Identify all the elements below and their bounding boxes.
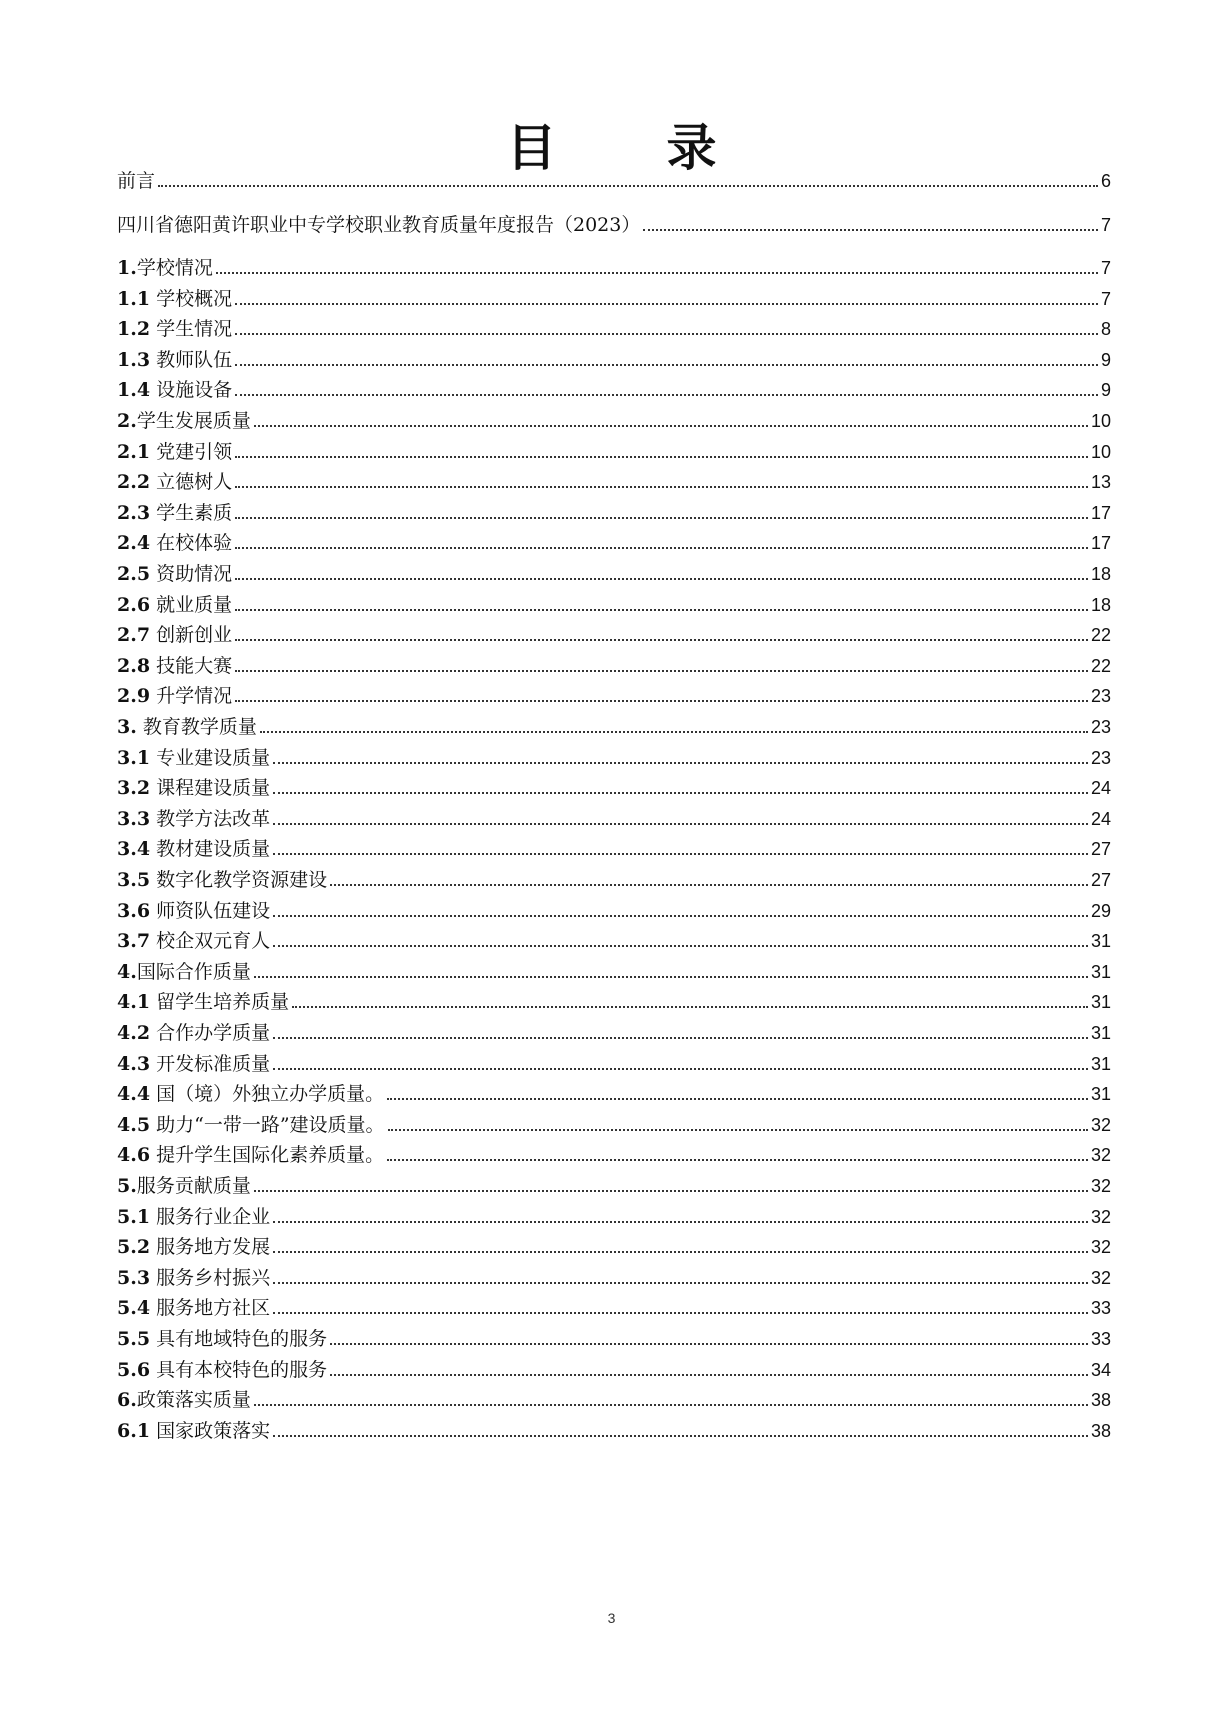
toc-leader-dots [273, 792, 1088, 794]
toc-entry-text: 国（境）外独立办学质量。 [150, 1083, 385, 1105]
toc-entry-label [117, 169, 155, 193]
toc-entry-text: 政策落实质量 [136, 1389, 251, 1411]
toc-entry-text: 服务地方发展 [150, 1236, 271, 1258]
toc-entry-number: 4.3 [117, 1053, 151, 1075]
toc-leader-dots [235, 578, 1088, 580]
toc-entry-label [117, 348, 232, 372]
toc-entry-page: 23 [1090, 748, 1111, 768]
toc-entry[interactable] [117, 650, 1111, 678]
toc-entry-text: 合作办学质量 [150, 1022, 271, 1044]
toc-leader-dots [254, 1190, 1088, 1192]
toc-entry-page: 31 [1090, 1084, 1111, 1104]
toc-entry[interactable] [117, 497, 1111, 525]
toc-entry[interactable] [117, 558, 1111, 586]
toc-entry-page: 27 [1090, 839, 1111, 859]
toc-entry-text: 国际合作质量 [136, 961, 251, 983]
toc-leader-dots [216, 272, 1098, 274]
toc-entry-page: 7 [1100, 258, 1111, 278]
toc-entry[interactable] [117, 1078, 1111, 1106]
toc-entry-page: 32 [1090, 1145, 1111, 1165]
toc-entry-number: 5. [117, 1175, 137, 1197]
toc-entry-label [117, 378, 232, 402]
toc-entry-page: 23 [1090, 686, 1111, 706]
toc-entry-page: 32 [1090, 1237, 1111, 1257]
toc-entry-number: 2.3 [117, 502, 151, 524]
toc-leader-dots [273, 1037, 1088, 1039]
toc-entry-number: 1.1 [117, 288, 151, 310]
toc-entry-number: 2.7 [117, 624, 151, 646]
toc-entry-number: 1.4 [117, 379, 151, 401]
toc-entry-page: 33 [1090, 1298, 1111, 1318]
toc-entry-text: 具有地域特色的服务 [150, 1328, 328, 1350]
toc-leader-dots [388, 1129, 1088, 1131]
toc-entry-text: 前言 [117, 170, 156, 192]
toc-entry-label [117, 807, 270, 831]
toc-entry-page: 17 [1090, 503, 1111, 523]
toc-entry-page: 7 [1100, 215, 1111, 235]
toc-entry[interactable] [117, 1384, 1111, 1412]
toc-entry-page: 31 [1090, 992, 1111, 1012]
toc-entry-number: 5.1 [117, 1206, 151, 1228]
toc-entry-number: 5.2 [117, 1236, 151, 1258]
toc-entry-page: 31 [1090, 1054, 1111, 1074]
toc-entry-label [117, 684, 232, 708]
toc-entry[interactable] [117, 956, 1111, 984]
title-char-right: 录 [666, 118, 717, 177]
toc-entry-label [117, 960, 251, 984]
toc-leader-dots [273, 762, 1088, 764]
toc-leader-dots [260, 731, 1088, 733]
toc-entry-number: 2.1 [117, 441, 151, 463]
toc-leader-dots [273, 1312, 1088, 1314]
toc-leader-dots [273, 853, 1088, 855]
toc-entry-text: 助力“一带一路”建设质量。 [150, 1114, 385, 1136]
toc-entry-label [117, 899, 270, 923]
toc-entry[interactable] [117, 1354, 1111, 1382]
toc-entry-label [117, 715, 257, 739]
toc-entry-page: 32 [1090, 1176, 1111, 1196]
toc-entry[interactable] [117, 374, 1111, 402]
toc-entry-number: 4.1 [117, 991, 151, 1013]
toc-entry-page: 31 [1090, 962, 1111, 982]
toc-entry-page: 8 [1100, 319, 1111, 339]
toc-leader-dots [273, 1282, 1088, 1284]
toc-entry-label [117, 1021, 270, 1045]
toc-entry-text: 提升学生国际化素养质量。 [150, 1144, 385, 1166]
toc-entry-page: 31 [1090, 1023, 1111, 1043]
toc-leader-dots [235, 670, 1088, 672]
toc-entry[interactable] [117, 1201, 1111, 1229]
toc-entry-label [117, 501, 232, 525]
toc-entry-text: 升学情况 [150, 685, 233, 707]
toc-entry-page: 22 [1090, 656, 1111, 676]
toc-leader-dots [330, 1343, 1088, 1345]
toc-entry-number: 2.2 [117, 471, 151, 493]
toc-entry[interactable] [117, 986, 1111, 1014]
toc-entry-text: 学校概况 [150, 288, 233, 310]
toc-entry-number: 2.6 [117, 594, 151, 616]
toc-leader-dots [330, 884, 1088, 886]
toc-entry[interactable] [117, 895, 1111, 923]
toc-entry-text: 在校体验 [150, 532, 233, 554]
toc-entry-page: 34 [1090, 1360, 1111, 1380]
toc-entry-page: 18 [1090, 595, 1111, 615]
toc-entry-page: 31 [1090, 931, 1111, 951]
toc-entry-page: 22 [1090, 625, 1111, 645]
toc-entry-text: 学校情况 [136, 257, 213, 279]
toc-entry-number: 4. [117, 961, 137, 983]
toc-entry-page: 10 [1090, 442, 1111, 462]
toc-leader-dots [254, 976, 1088, 978]
toc-entry-text: 学生素质 [150, 502, 233, 524]
toc-entry-page: 13 [1090, 472, 1111, 492]
toc-leader-dots [235, 486, 1088, 488]
toc-entry-label [117, 317, 232, 341]
toc-entry-label [117, 531, 232, 555]
toc-entry[interactable] [117, 165, 1111, 193]
toc-entry-text: 教师队伍 [150, 349, 233, 371]
toc-leader-dots [235, 364, 1098, 366]
toc-entry-label [117, 256, 213, 280]
toc-entry-text: 四川省德阳黄许职业中专学校职业教育质量年度报告（2023） [117, 214, 641, 236]
toc-leader-dots [387, 1159, 1088, 1161]
toc-entry-label [117, 1143, 384, 1167]
toc-entry[interactable] [117, 680, 1111, 708]
toc-leader-dots [235, 303, 1098, 305]
toc-leader-dots [273, 1068, 1088, 1070]
toc-entry-label [117, 1296, 270, 1320]
toc-entry-label [117, 409, 251, 433]
toc-entry-text: 教育教学质量 [136, 716, 257, 738]
toc-entry-number: 3.5 [117, 869, 151, 891]
toc-entry-page: 38 [1090, 1390, 1111, 1410]
toc-entry-label [117, 1419, 270, 1443]
toc-entry-page: 32 [1090, 1207, 1111, 1227]
toc-entry[interactable] [117, 466, 1111, 494]
toc-entry-text: 师资队伍建设 [150, 900, 271, 922]
toc-entry[interactable] [117, 742, 1111, 770]
toc-entry-label [117, 837, 270, 861]
toc-entry-label [117, 654, 232, 678]
toc-entry[interactable] [117, 344, 1111, 372]
toc-leader-dots [235, 639, 1088, 641]
toc-leader-dots [273, 1435, 1088, 1437]
title-char-left: 目 [506, 118, 557, 177]
toc-entry-label [117, 1358, 327, 1382]
toc-leader-dots [273, 1251, 1088, 1253]
toc-leader-dots [235, 394, 1098, 396]
toc-entry-text: 设施设备 [150, 379, 233, 401]
toc-entry-text: 教学方法改革 [150, 808, 271, 830]
toc-entry-label [117, 593, 232, 617]
toc-entry-number: 4.5 [117, 1114, 151, 1136]
toc-entry-text: 立德树人 [150, 471, 233, 493]
toc-entry-page: 29 [1090, 901, 1111, 921]
toc-entry-text: 党建引领 [150, 441, 233, 463]
toc-entry[interactable] [117, 1231, 1111, 1259]
toc-entry-label [117, 1113, 385, 1137]
toc-entry-number: 3.2 [117, 777, 151, 799]
toc-entry-text: 教材建设质量 [150, 838, 271, 860]
toc-entry[interactable] [117, 405, 1111, 433]
toc-entry-page: 9 [1100, 380, 1111, 400]
toc-leader-dots [273, 915, 1088, 917]
toc-entry[interactable] [117, 619, 1111, 647]
toc-entry-label [117, 623, 232, 647]
toc-entry-label [117, 562, 232, 586]
toc-entry-label [117, 1174, 251, 1198]
toc-entry-number: 3.4 [117, 838, 151, 860]
toc-leader-dots [254, 425, 1088, 427]
toc-leader-dots [643, 229, 1098, 231]
toc-entry-number: 2.4 [117, 532, 151, 554]
toc-leader-dots [292, 1006, 1088, 1008]
page-number: 3 [607, 1610, 616, 1626]
toc-entry-label [117, 470, 232, 494]
toc-leader-dots [235, 547, 1088, 549]
toc-entry-page: 18 [1090, 564, 1111, 584]
toc-entry-page: 7 [1100, 289, 1111, 309]
toc-entry-number: 4.2 [117, 1022, 151, 1044]
toc-entry-label [117, 746, 270, 770]
toc-entry-text: 学生发展质量 [136, 410, 251, 432]
toc-leader-dots [387, 1098, 1088, 1100]
toc-entry-page: 32 [1090, 1268, 1111, 1288]
toc-leader-dots [235, 517, 1088, 519]
toc-entry-label [117, 213, 640, 237]
toc-entry-label [117, 929, 270, 953]
toc-entry-page: 32 [1090, 1115, 1111, 1135]
toc-entry-page: 27 [1090, 870, 1111, 890]
toc-entry[interactable] [117, 1170, 1111, 1198]
toc-entry-number: 5.3 [117, 1267, 151, 1289]
toc-leader-dots [330, 1374, 1088, 1376]
toc-entry-text: 资助情况 [150, 563, 233, 585]
toc-leader-dots [235, 609, 1088, 611]
toc-entry-label [117, 1327, 327, 1351]
toc-entry[interactable] [117, 209, 1111, 237]
toc-entry-label [117, 1052, 270, 1076]
toc-entry[interactable] [117, 803, 1111, 831]
toc-leader-dots [273, 823, 1088, 825]
toc-entry-number: 2.5 [117, 563, 151, 585]
toc-entry-number: 6. [117, 1389, 137, 1411]
toc-entry[interactable] [117, 1017, 1111, 1045]
toc-entry[interactable] [117, 252, 1111, 280]
toc-entry-text: 课程建设质量 [150, 777, 271, 799]
toc-entry[interactable] [117, 1323, 1111, 1351]
toc-entry-number: 2.9 [117, 685, 151, 707]
toc-leader-dots [235, 700, 1088, 702]
toc-entry-text: 专业建设质量 [150, 747, 271, 769]
toc-entry-label [117, 868, 327, 892]
toc-entry-page: 33 [1090, 1329, 1111, 1349]
toc-entry[interactable] [117, 527, 1111, 555]
toc-entry-text: 国家政策落实 [150, 1420, 271, 1442]
toc-entry-number: 5.6 [117, 1359, 151, 1381]
toc-leader-dots [235, 333, 1098, 335]
toc-entry-page: 24 [1090, 778, 1111, 798]
toc-entry[interactable] [117, 313, 1111, 341]
toc-entry[interactable] [117, 589, 1111, 617]
toc-entry[interactable] [117, 711, 1111, 739]
toc-leader-dots [273, 945, 1088, 947]
toc-entry-text: 服务行业企业 [150, 1206, 271, 1228]
toc-entry[interactable] [117, 1262, 1111, 1290]
toc-entry-text: 开发标准质量 [150, 1053, 271, 1075]
toc-entry-text: 就业质量 [150, 594, 233, 616]
toc-entry-page: 17 [1090, 533, 1111, 553]
toc-entry[interactable] [117, 772, 1111, 800]
toc-entry-number: 4.4 [117, 1083, 151, 1105]
toc-entry-number: 2.8 [117, 655, 151, 677]
toc-entry-number: 1.3 [117, 349, 151, 371]
toc-leader-dots [254, 1404, 1088, 1406]
toc-entry[interactable] [117, 864, 1111, 892]
toc-entry-page: 6 [1100, 171, 1111, 191]
toc-entry-text: 服务地方社区 [150, 1297, 271, 1319]
toc-entry-page: 10 [1090, 411, 1111, 431]
toc-entry-number: 3.7 [117, 930, 151, 952]
toc-entry[interactable] [117, 1292, 1111, 1320]
toc-entry[interactable] [117, 1139, 1111, 1167]
toc-entry-label [117, 776, 270, 800]
toc-entry-label [117, 1205, 270, 1229]
toc-entry-label [117, 1235, 270, 1259]
toc-entry-text: 技能大赛 [150, 655, 233, 677]
toc-entry[interactable] [117, 436, 1111, 464]
toc-entry-label [117, 440, 232, 464]
toc-entry[interactable] [117, 925, 1111, 953]
toc-entry-text: 服务贡献质量 [136, 1175, 251, 1197]
toc-entry-number: 4.6 [117, 1144, 151, 1166]
toc-entry-number: 3.1 [117, 747, 151, 769]
toc-entry[interactable] [117, 1109, 1111, 1137]
toc-entry-number: 5.4 [117, 1297, 151, 1319]
toc-entry-text: 创新创业 [150, 624, 233, 646]
toc-entry-label [117, 287, 232, 311]
toc-entry-number: 3.3 [117, 808, 151, 830]
toc-leader-dots [273, 1221, 1088, 1223]
toc-entry-page: 38 [1090, 1421, 1111, 1441]
toc-entry-text: 具有本校特色的服务 [150, 1359, 328, 1381]
toc-entry-page: 9 [1100, 350, 1111, 370]
toc-entry-label [117, 1082, 384, 1106]
toc-entry[interactable] [117, 283, 1111, 311]
toc-entry-number: 2. [117, 410, 137, 432]
toc-entry-text: 数字化教学资源建设 [150, 869, 328, 891]
toc-entry[interactable] [117, 833, 1111, 861]
toc-entry-label [117, 990, 289, 1014]
toc-entry-number: 3.6 [117, 900, 151, 922]
toc-entry-label [117, 1388, 251, 1412]
toc-leader-dots [235, 456, 1088, 458]
toc-entry-page: 23 [1090, 717, 1111, 737]
toc-leader-dots [158, 185, 1098, 187]
toc-entry-number: 1. [117, 257, 137, 279]
toc-entry-label [117, 1266, 270, 1290]
toc-entry-page: 24 [1090, 809, 1111, 829]
toc-entry-number: 1.2 [117, 318, 151, 340]
toc-entry-number: 3. [117, 716, 137, 738]
toc-entry-text: 服务乡村振兴 [150, 1267, 271, 1289]
toc-entry[interactable] [117, 1048, 1111, 1076]
toc-entry-text: 校企双元育人 [150, 930, 271, 952]
toc-entry-text: 学生情况 [150, 318, 233, 340]
toc-entry-number: 5.5 [117, 1328, 151, 1350]
toc-entry-number: 6.1 [117, 1420, 151, 1442]
toc-entry-text: 留学生培养质量 [150, 991, 290, 1013]
toc-entry[interactable] [117, 1415, 1111, 1443]
